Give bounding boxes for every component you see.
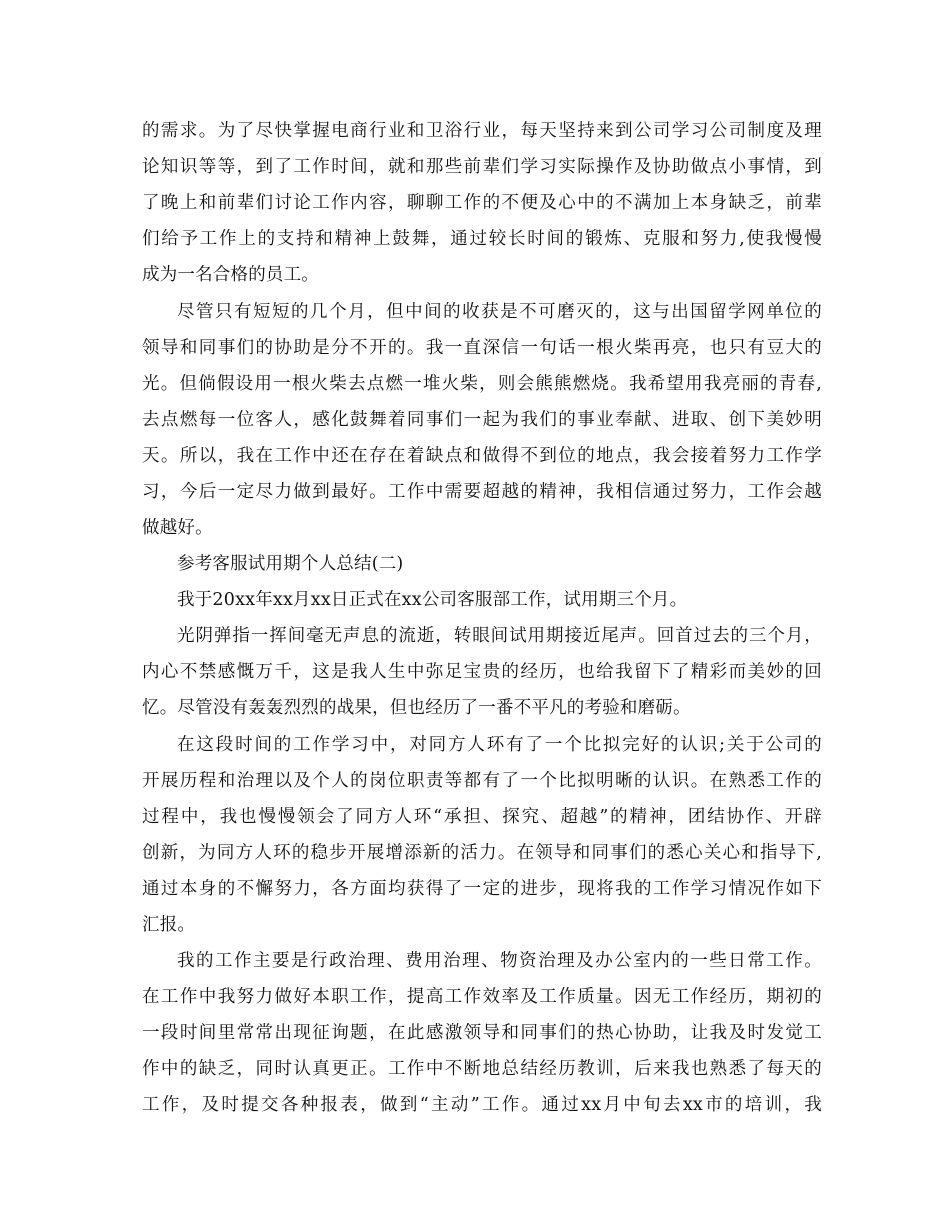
paragraph-first-line: 在这段时间的工作学习中，对同方人环有了一个比拟完好的认识;关于公司的 [177, 735, 822, 755]
text-line: 做越好。 [142, 518, 213, 538]
text-line: 忆。尽管没有轰轰烈烈的战果，但也经历了一番不平凡的考验和磨砺。 [142, 698, 691, 718]
text-line: 光。但倘假设用一根火柴去点燃一堆火柴，则会熊熊燃烧。我希望用我亮丽的青春, [142, 374, 822, 394]
text-line: 去点燃每一位客人，感化鼓舞着同事们一起为我们的事业奉献、进取、创下美妙明 [142, 410, 822, 430]
text-line: 作中的缺乏，同时认真更正。工作中不断地总结经历教训，后来我也熟悉了每天的 [142, 1059, 822, 1079]
text-line: 在工作中我努力做好本职工作，提高工作效率及工作质量。因无工作经历，期初的 [142, 987, 822, 1007]
text-line: 天。所以，我在工作中还在存在着缺点和做得不到位的地点，我会接着努力工作学 [142, 446, 822, 466]
paragraph-first-line: 我于20xx年xx月xx日正式在xx公司客服部工作，试用期三个月。 [177, 590, 688, 610]
text-line: 的需求。为了尽快掌握电商行业和卫浴行业，每天坚持来到公司学习公司制度及理 [142, 121, 822, 141]
text-line: 领导和同事们的协助是分不开的。我一直深信一句话一根火柴再亮，也只有豆大的 [142, 338, 822, 358]
paragraph-first-line: 光阴弹指一挥间毫无声息的流逝，转眼间试用期接近尾声。回首过去的三个月， [177, 626, 822, 646]
text-line: 了晚上和前辈们讨论工作内容，聊聊工作的不便及心中的不满加上本身缺乏，前辈 [142, 193, 822, 213]
text-line: 论知识等等，到了工作时间，就和那些前辈们学习实际操作及协助做点小事情，到 [142, 157, 822, 177]
text-line: 内心不禁感慨万千，这是我人生中弥足宝贵的经历，也给我留下了精彩而美妙的回 [142, 662, 822, 682]
text-line: 开展历程和治理以及个人的岗位职责等都有了一个比拟明晰的认识。在熟悉工作的 [142, 771, 822, 791]
paragraph-first-line: 我的工作主要是行政治理、费用治理、物资治理及办公室内的一些日常工作。 [177, 951, 822, 971]
text-line: 过程中，我也慢慢领会了同方人环“承担、探究、超越”的精神，团结协作、开辟 [142, 807, 822, 827]
text-line: 工作，及时提交各种报表，做到“主动”工作。通过xx月中旬去xx市的培训，我 [142, 1095, 822, 1115]
text-line: 一段时间里常常出现征询题，在此感激领导和同事们的热心协助，让我及时发觉工 [142, 1023, 822, 1043]
text-line: 创新，为同方人环的稳步开展增添新的活力。在领导和同事们的悉心关心和指导下, [142, 843, 822, 863]
paragraph-first-line: 尽管只有短短的几个月，但中间的收获是不可磨灭的，这与出国留学网单位的 [177, 302, 822, 322]
text-line: 汇报。 [142, 915, 196, 935]
text-line: 们给予工作上的支持和精神上鼓舞，通过较长时间的锻炼、克服和努力,使我慢慢 [142, 229, 822, 249]
section-heading: 参考客服试用期个人总结(二) [177, 554, 404, 574]
text-line: 习，今后一定尽力做到最好。工作中需要超越的精神，我相信通过努力，工作会越 [142, 482, 822, 502]
text-line: 成为一名合格的员工。 [142, 265, 319, 285]
text-line: 通过本身的不懈努力，各方面均获得了一定的进步，现将我的工作学习情况作如下 [142, 879, 822, 899]
